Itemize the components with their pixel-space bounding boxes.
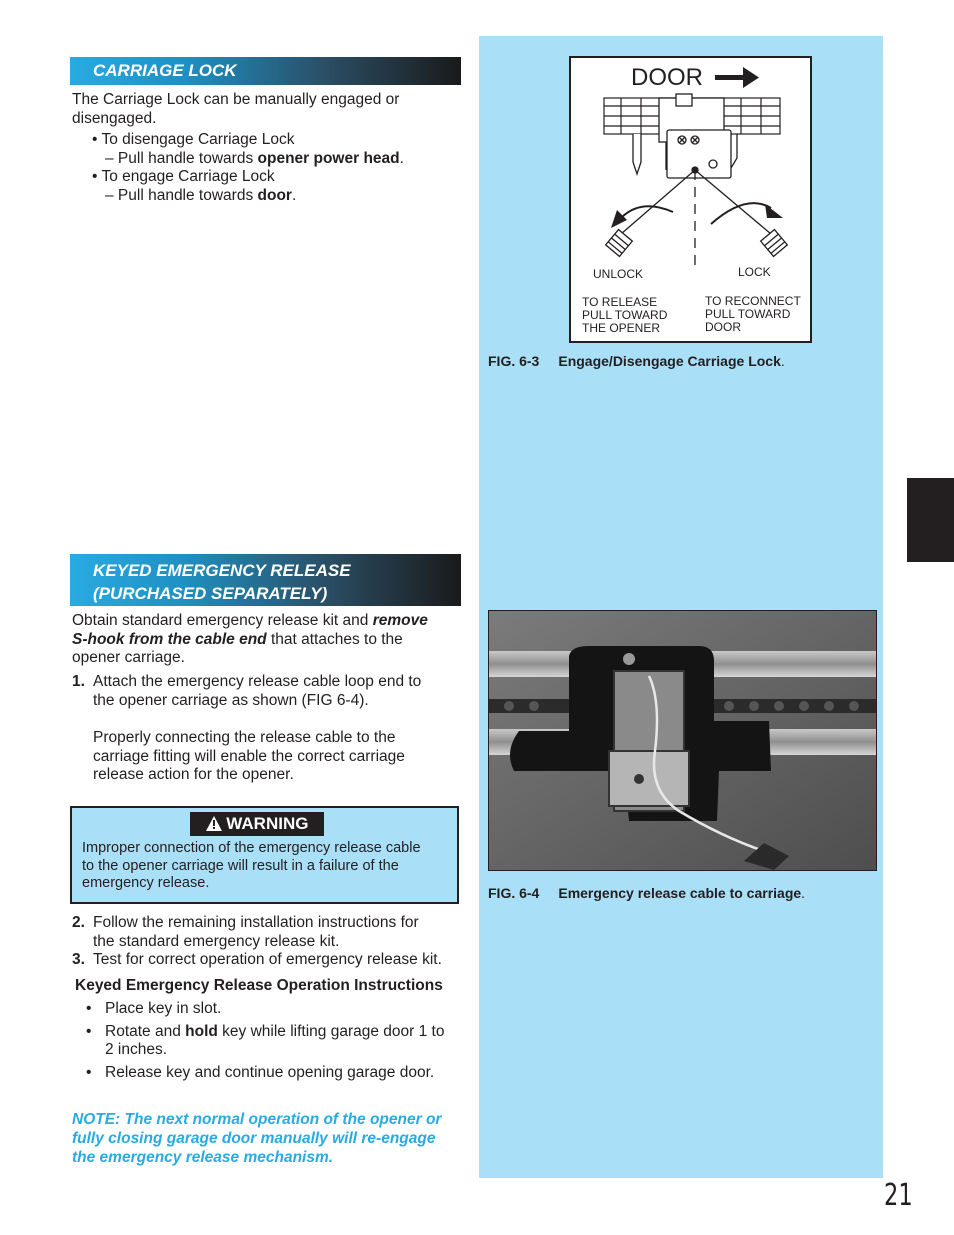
fig-6-4-caption: [488, 885, 805, 901]
caption-end: .: [780, 353, 785, 369]
page-number: 21: [884, 1178, 913, 1213]
release-line: PULL TOWARD: [582, 308, 668, 322]
list-item: • To engage Carriage Lock: [92, 168, 275, 185]
bullet: •: [86, 1063, 92, 1081]
carriage-lock-diagram: [569, 56, 812, 343]
warning-line: Improper connection of the emergency release cable: [82, 840, 421, 856]
list-item-bold: hold: [185, 1022, 218, 1040]
caption-number: FIG. 6-4: [488, 885, 540, 901]
step-line: carriage fitting will enable the correct carriage: [93, 747, 405, 765]
arrow-right-icon: [715, 67, 759, 88]
lock-arc: [711, 203, 771, 224]
carriage-photo-drawing: [489, 611, 876, 870]
unlock-arrowhead: [611, 210, 627, 228]
carriage-lock-list: [92, 131, 462, 205]
caption-end: .: [801, 885, 806, 901]
step-line: the opener carriage as shown (FIG 6-4).: [93, 691, 369, 709]
step-line: the standard emergency release kit.: [93, 932, 340, 950]
note-line: fully closing garage door manually will re-engage: [72, 1130, 436, 1147]
list-item: • To disengage Carriage Lock: [92, 131, 295, 148]
handle-knob-left: [606, 230, 633, 257]
lock-label: LOCK: [738, 265, 771, 279]
reconnect-line: DOOR: [705, 320, 741, 334]
release-line: TO RELEASE: [582, 295, 658, 309]
subitem-end: .: [399, 149, 404, 167]
caption-number: FIG. 6-3: [488, 353, 540, 369]
subitem-text: – Pull handle towards: [105, 149, 258, 167]
carriage-lock-intro: [72, 91, 462, 128]
intro-emphasis: remove: [372, 612, 428, 629]
list-item: [86, 1064, 476, 1083]
list-item: [86, 1000, 476, 1019]
note: [72, 1110, 472, 1167]
step-line: Attach the emergency release cable loop end to: [93, 673, 422, 690]
release-line: THE OPENER: [582, 321, 661, 335]
keyed-release-heading: [70, 554, 461, 606]
operation-instructions-heading: Keyed Emergency Release Operation Instructions: [75, 977, 443, 994]
note-line: NOTE: The next normal operation of the opener or: [72, 1111, 442, 1128]
handle-line-left: [621, 170, 695, 234]
heading-line: KEYED EMERGENCY RELEASE: [93, 561, 351, 580]
step-line: release action for the opener.: [93, 766, 294, 783]
step-1: [72, 673, 462, 785]
list-item-text: Release key and continue opening garage door.: [105, 1063, 435, 1081]
door-label: DOOR: [631, 64, 703, 91]
intro-text: Obtain standard emergency release kit and: [72, 612, 373, 629]
step-line: Follow the remaining installation instructions for: [93, 914, 419, 931]
intro-text: that attaches to the: [266, 630, 403, 648]
note-line: the emergency release mechanism.: [72, 1149, 334, 1166]
reconnect-line: TO RECONNECT: [705, 294, 801, 308]
step-number: 3.: [72, 951, 85, 968]
warning-text: [82, 840, 421, 893]
caption-text: Engage/Disengage Carriage Lock: [558, 353, 781, 369]
keyed-intro: [72, 612, 462, 668]
subitem-bold: opener power head: [257, 149, 400, 167]
step-line: Test for correct operation of emergency release kit.: [93, 951, 442, 968]
step-3: [72, 951, 472, 970]
release-instruction: [582, 296, 667, 335]
heading-line: (PURCHASED SEPARATELY): [93, 584, 328, 603]
warning-label-text: WARNING: [226, 814, 309, 833]
steps-2-3: [72, 914, 472, 970]
handle-knob-right: [761, 230, 788, 257]
carriage-lock-heading-text: CARRIAGE LOCK: [93, 61, 237, 80]
step-2: [72, 914, 472, 951]
list-item-text: Rotate and: [105, 1022, 186, 1040]
list-item: [86, 1023, 476, 1060]
subitem-text: – Pull handle towards: [105, 186, 258, 204]
emergency-release-photo: [488, 610, 877, 871]
list-item-text: key while lifting garage door 1 to: [217, 1022, 445, 1040]
warning-triangle-icon: [206, 814, 222, 838]
subitem-end: .: [291, 186, 297, 204]
warning-label: [190, 812, 324, 836]
intro-text: opener carriage.: [72, 649, 185, 666]
warning-line: to the opener carriage will result in a failure of the: [82, 857, 399, 874]
bullet: •: [86, 1000, 92, 1017]
intro-line: The Carriage Lock can be manually engaged or: [72, 91, 400, 108]
step-number: 1.: [72, 673, 85, 690]
intro-emphasis: S-hook from the cable end: [72, 630, 267, 648]
step-line: Properly connecting the release cable to the: [93, 729, 396, 746]
reconnect-line: PULL TOWARD: [705, 307, 791, 321]
unlock-label: UNLOCK: [593, 267, 644, 281]
intro-line: disengaged.: [72, 109, 157, 127]
caption-text: Emergency release cable to carriage: [558, 885, 802, 901]
list-subitem: [92, 150, 462, 169]
section-tab: [907, 478, 954, 562]
reconnect-instruction: [705, 295, 801, 334]
warning-line: emergency release.: [82, 875, 210, 891]
warning-box: [70, 806, 459, 904]
bullet: •: [86, 1022, 92, 1040]
handle-line-right: [695, 170, 771, 234]
fig-6-3-caption: [488, 353, 785, 369]
operation-list: [86, 1000, 476, 1082]
carriage-lock-heading: [70, 57, 461, 85]
list-item-text: 2 inches.: [105, 1041, 168, 1058]
step-number: 2.: [72, 914, 85, 931]
subitem-bold: door: [257, 186, 292, 204]
list-subitem: [92, 187, 462, 206]
list-item-text: Place key in slot.: [105, 1000, 222, 1017]
